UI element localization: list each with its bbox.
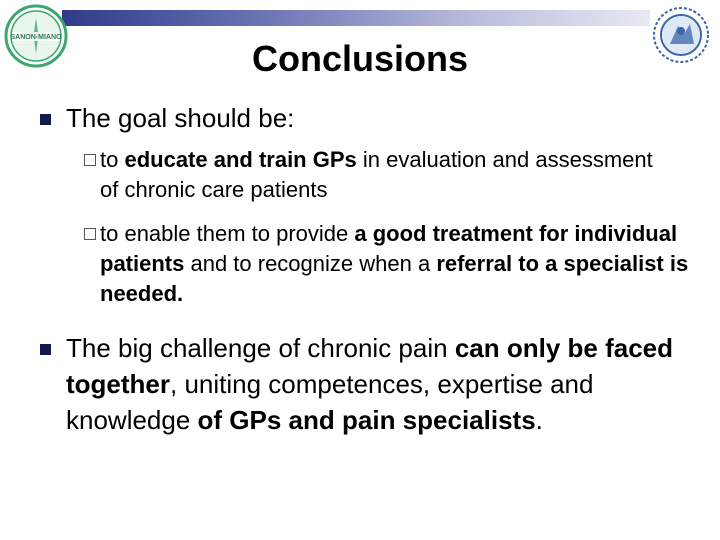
sub-bullet-text-2 — [100, 219, 690, 309]
b2-part-3: , uniting competences, expertise and knowledge — [66, 369, 594, 435]
bullet-text-2 — [66, 330, 686, 438]
sub-2-part-3: and to recognize when a — [184, 251, 437, 276]
sub-bullet-box — [84, 228, 96, 240]
bullet-text-1 — [66, 100, 686, 136]
bullet-square — [40, 114, 51, 125]
sub-2-part-1: to enable them to provide — [100, 221, 355, 246]
b2-part-4: of GPs and pain specialists — [197, 405, 536, 435]
logo-left-text: SANON-MIANO — [10, 34, 62, 41]
b2-part-1: The big challenge of chronic pain — [66, 333, 455, 363]
sub-2-part-2: a good treatment for individual patients — [100, 221, 678, 276]
bullet-1-text: The goal should be: — [66, 103, 295, 133]
b2-part-2: can only be faced together — [66, 333, 673, 399]
sub-bullet-text-1 — [100, 145, 670, 205]
sub-bullet-box — [84, 154, 96, 166]
slide-title: Conclusions — [251, 38, 469, 79]
sub-1-part-2: educate and train GPs — [124, 147, 357, 172]
sub-1-part-3: in evaluation and assessment of chronic care patients — [100, 147, 653, 202]
b2-part-5: . — [535, 405, 543, 435]
sub-1-part-1: to — [100, 147, 125, 172]
sub-2-part-4: referral to a specialist is needed. — [100, 251, 689, 306]
bullet-square — [40, 344, 51, 355]
